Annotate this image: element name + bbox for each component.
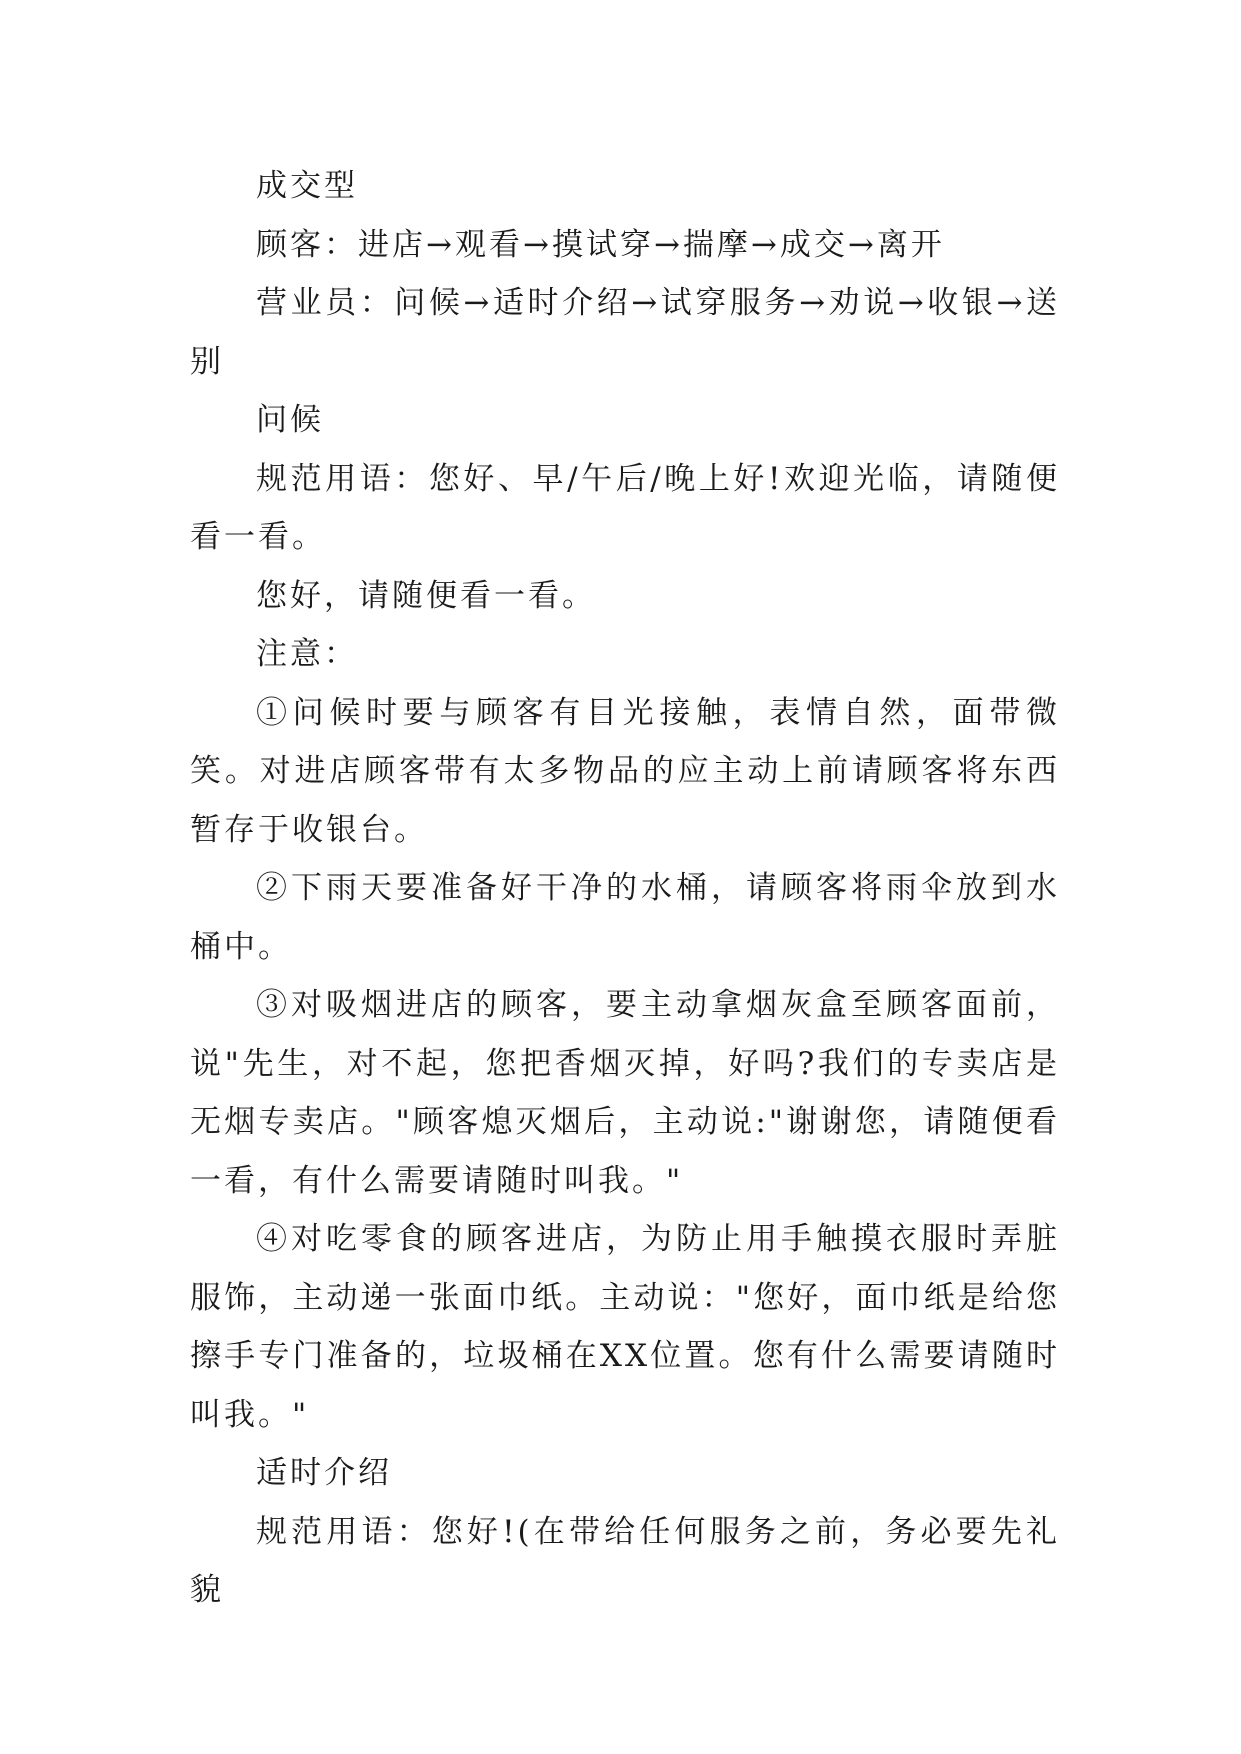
paragraph-greeting-short: 您好，请随便看一看。 — [256, 577, 596, 614]
section-heading-deal-type: 成交型 — [256, 168, 358, 204]
paragraph-staff-flow: 营业员：问候→适时介绍→试穿服务→劝说→收银→送别 — [190, 285, 1060, 380]
paragraph-note-1: ①问候时要与顾客有目光接触，表情自然，面带微笑。对进店顾客带有太多物品的应主动上前请顾客将东西暂存于收银台。 — [190, 694, 1060, 848]
paragraph-note-2: ②下雨天要准备好干净的水桶，请顾客将雨伞放到水桶中。 — [190, 870, 1060, 965]
section-heading-greeting: 问候 — [256, 402, 324, 438]
paragraph-customer-flow: 顾客：进店→观看→摸试穿→揣摩→成交→离开 — [256, 226, 945, 263]
section-heading-introduction: 适时介绍 — [256, 1455, 392, 1491]
paragraph-introduction-phrases: 规范用语：您好!(在带给任何服务之前，务必要先礼貌 — [190, 1513, 1060, 1608]
paragraph-note-3: ③对吸烟进店的顾客，要主动拿烟灰盒至顾客面前，说"先生，对不起，您把香烟灭掉，好吗?我们的专卖店是无烟专卖店。"顾客熄灭烟后，主动说:"谢谢您，请随便看一看，有什么需要请随时叫我。" — [190, 987, 1060, 1199]
paragraph-greeting-phrases: 规范用语：您好、早/午后/晚上好!欢迎光临，请随便看一看。 — [190, 460, 1060, 555]
document-body — [190, 157, 1060, 1620]
paragraph-note-4: ④对吃零食的顾客进店，为防止用手触摸衣服时弄脏服饰，主动递一张面巾纸。主动说："您好，面巾纸是给您擦手专门准备的，垃圾桶在XX位置。您有什么需要请随时叫我。" — [190, 1221, 1060, 1433]
paragraph-notice-label: 注意： — [256, 636, 358, 672]
